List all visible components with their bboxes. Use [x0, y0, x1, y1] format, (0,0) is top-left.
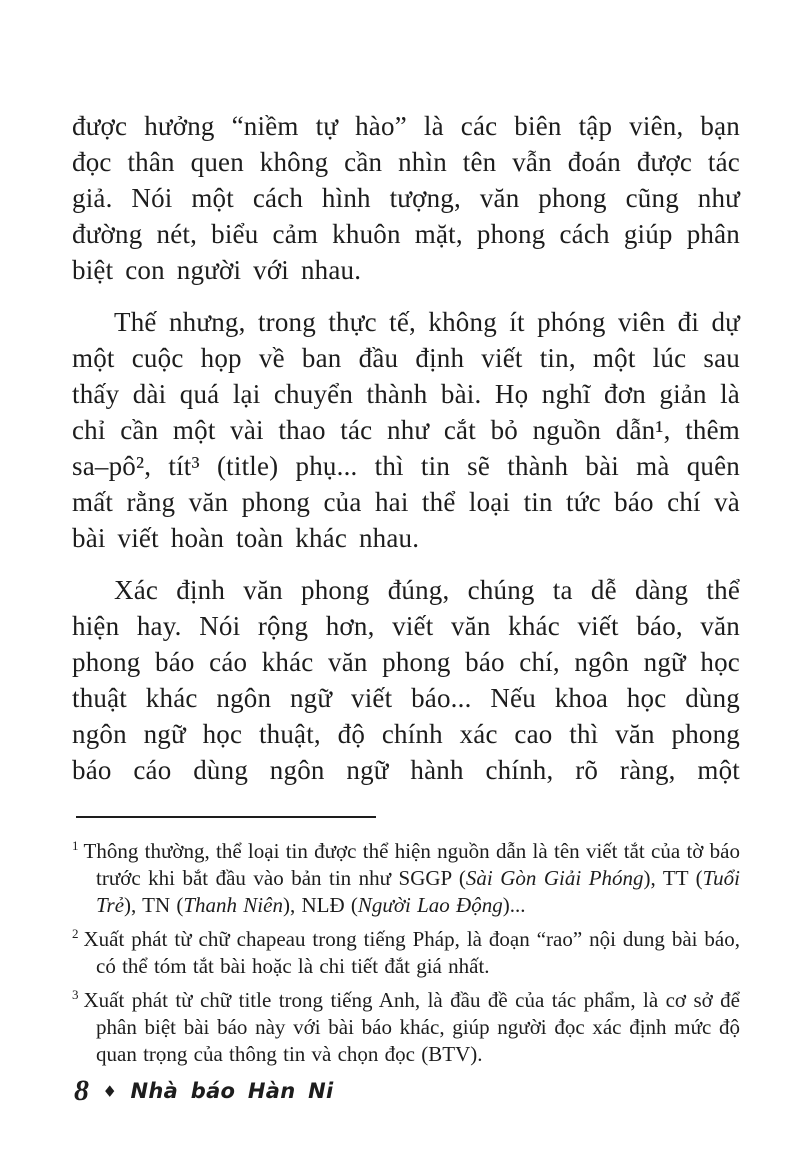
footnote-separator — [76, 816, 376, 818]
footnote — [72, 987, 740, 1068]
footnote-text: Xuất phát từ chữ chapeau trong tiếng Pháp, là đoạn “rao” nội dung bài báo, có thể tóm tắt bài hoặc là chi tiết đắt giá nhất. — [83, 927, 740, 978]
footnote-text: Thông thường, thể loại tin được thể hiện nguồn dẫn là tên viết tắt của tờ báo trước khi bắt đầu vào bản tin như SGGP (Sài Gòn Giải Phóng), TT (Tuổi Trẻ), TN (Thanh Niên), NLĐ (Người Lao Động)... — [83, 839, 740, 917]
footnote — [72, 926, 740, 980]
page-number: 8 — [74, 1074, 89, 1107]
body-paragraph: được hưởng “niềm tự hào” là các biên tập viên, bạn đọc thân quen không cần nhìn tên vẫn đoán được tác giả. Nói một cách hình tượng, văn phong cũng như đường nét, biểu cảm khuôn mặt, phong cách giúp phân biệt con người với nhau. — [72, 111, 740, 285]
body-paragraph: Xác định văn phong đúng, chúng ta dễ dàng thể hiện hay. Nói rộng hơn, viết văn khác viết báo, văn phong báo cáo khác văn phong báo chí, ngôn ngữ học thuật khác ngôn ngữ viết báo... Nếu khoa học dùng ngôn ngữ học thuật, độ chính xác cao thì văn phong báo cáo dùng ngôn ngữ hành chính, rõ ràng, một — [72, 575, 740, 785]
diamond-icon: ◆ — [105, 1082, 115, 1099]
footnote — [72, 838, 740, 919]
footnotes-section — [72, 838, 740, 1068]
page-footer — [74, 1074, 333, 1108]
footnote-marker: 1 — [72, 838, 79, 853]
body-paragraph: Thế nhưng, trong thực tế, không ít phóng viên đi dự một cuộc họp về ban đầu định viết tin, một lúc sau thấy dài quá lại chuyển thành bài. Họ nghĩ đơn giản là chỉ cần một vài thao tác như cắt bỏ nguồn dẫn¹, thêm sa–pô², tít³ (title) phụ... thì tin sẽ thành bài mà quên mất rằng văn phong của hai thể loại tin tức báo chí và bài viết hoàn toàn khác nhau. — [72, 307, 740, 553]
footnote-text: Xuất phát từ chữ title trong tiếng Anh, là đầu đề của tác phẩm, là cơ sở để phân biệt bài báo này với bài báo khác, giúp người đọc xác định mức độ quan trọng của thông tin và chọn đọc (BTV). — [83, 988, 740, 1066]
book-title: Nhà báo Hàn Ni — [130, 1079, 334, 1103]
footnote-marker: 3 — [72, 987, 79, 1002]
page-body — [72, 108, 740, 1075]
footnote-marker: 2 — [72, 926, 79, 941]
